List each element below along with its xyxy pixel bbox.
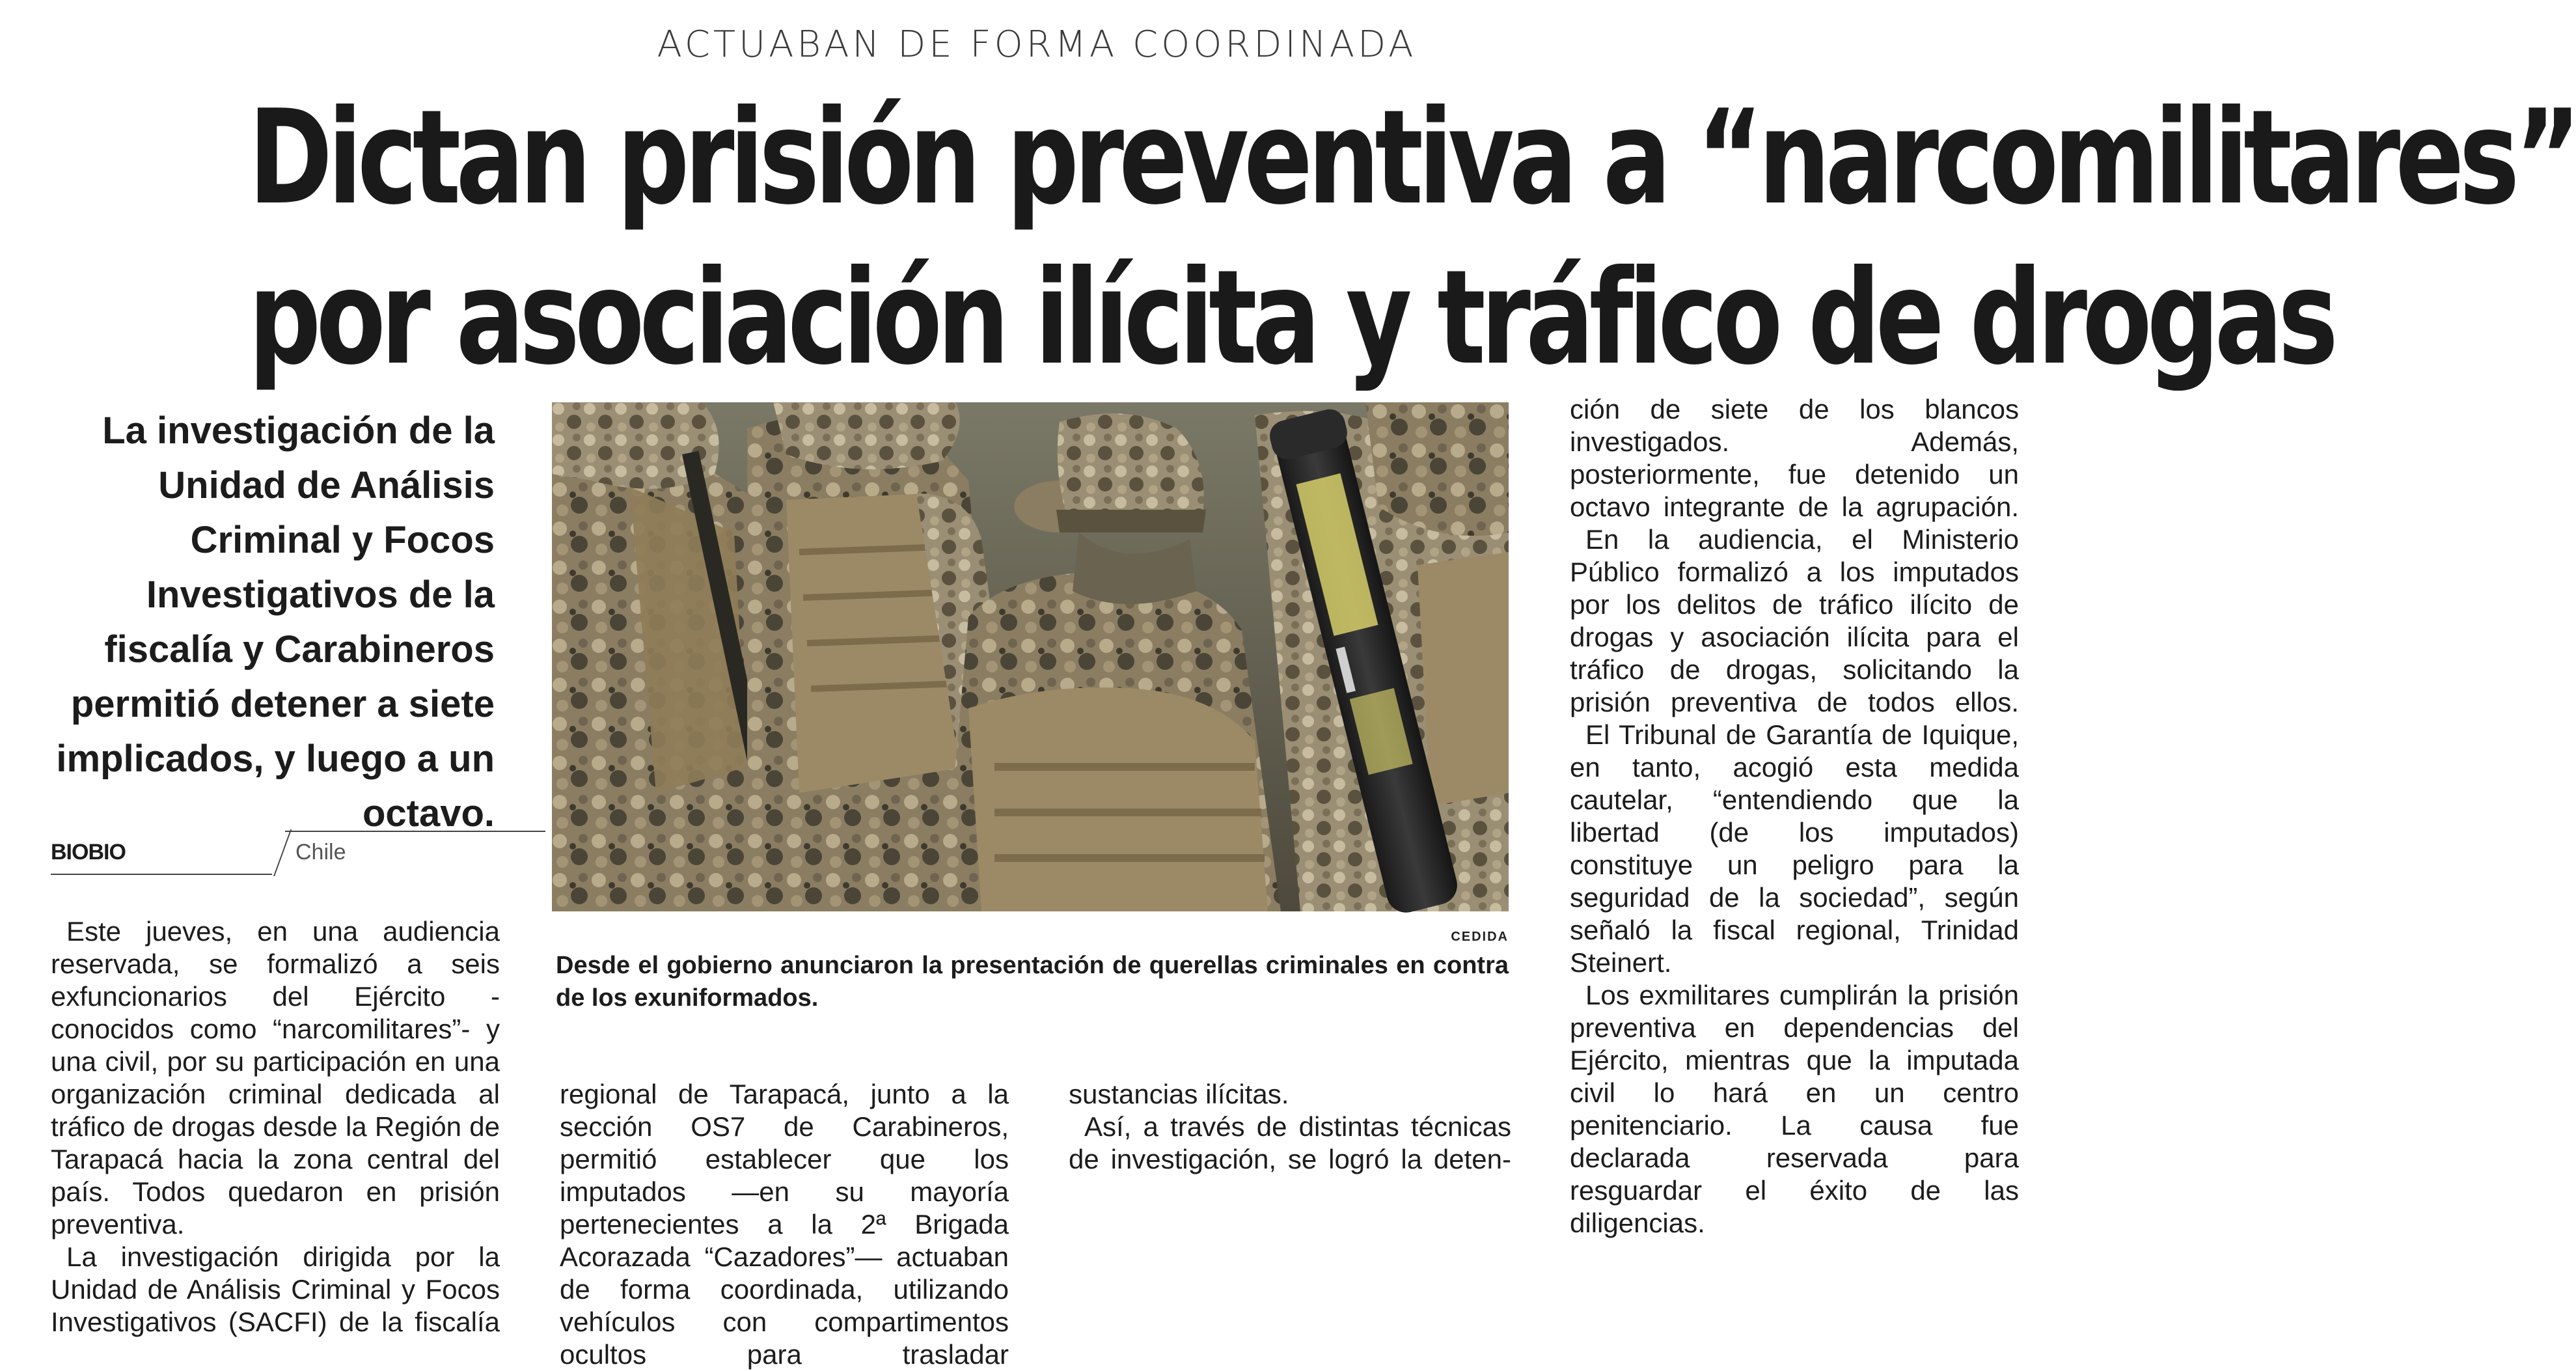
photo-caption: Desde el gobierno anunciaron la presentación de querellas criminales en contra de los exuniformados. <box>556 952 1509 1012</box>
byline-rule-left <box>51 874 272 875</box>
photo-credit: CEDIDA <box>1451 930 1509 944</box>
byline-source: BIOBIO <box>51 840 126 865</box>
body-paragraph: La investigación dirigida por la Unidad de Análisis Criminal y Focos Investigativos (SACFI) de la fiscalía <box>51 1241 500 1337</box>
deck: La investigación de la Unidad de Análisis Criminal y Focos Investigativos de la fiscalía y Carabineros permitió detener a siete implicados, y luego a un octavo. <box>56 409 495 835</box>
byline-rule-right <box>285 831 545 832</box>
body-paragraph: regional de Tarapacá, junto a la sección OS7 de Carabineros, permitió establecer que los imputados —en su mayoría pertenecientes a la 2ª Brigada Acorazada “Cazadores”— actuaban de forma coordinada, utilizando vehículos con compartimentos ocultos para trasladar <box>560 1079 1009 1370</box>
body-paragraph: ción de siete de los blancos investigados. Además, posteriormente, fue detenido un octavo integrante de la agrupación. <box>1570 394 2019 522</box>
body-paragraph: Este jueves, en una audiencia reservada, se formalizó a seis exfuncionarios del Ejército -conocidos como “narcomilitares”- y una civil, por su participación en una organización criminal dedicada al tráfico de drogas desde la Región de Tarapacá hacia la zona central del país. Todos quedaron en prisión preventiva. <box>51 916 500 1239</box>
body-paragraph: Así, a través de distintas técnicas de investigación, se logró la deten- <box>1069 1111 1511 1174</box>
body-column-3 <box>1069 1078 1511 1176</box>
headline <box>248 78 2576 398</box>
byline-rule-slash <box>273 829 292 876</box>
body-paragraph: Los exmilitares cumplirán la prisión preventiva en dependencias del Ejército, mientras que la imputada civil lo hará en un centro penitenciario. La causa fue declarada reservada para resguardar el éxito de las diligencias. <box>1570 980 2019 1238</box>
headline-line-1: Dictan prisión preventiva a “narcomilitares” <box>248 82 2576 234</box>
byline <box>51 831 500 876</box>
byline-location: Chile <box>295 840 346 865</box>
body-paragraph: El Tribunal de Garantía de Iquique, en tanto, acogió esta medida cautelar, “entendiendo que la libertad (de los imputados) constituye un peligro para la seguridad de la sociedad”, según señaló la fiscal regional, Trinidad Steinert. <box>1570 719 2019 978</box>
article-photo <box>552 402 1509 911</box>
soldiers-photo-illustration <box>552 402 1509 911</box>
kicker: ACTUABAN DE FORMA COORDINADA <box>657 23 1417 66</box>
body-paragraph: sustancias ilícitas. <box>1069 1079 1289 1109</box>
body-column-1 <box>51 915 500 1338</box>
headline-line-2: por asociación ilícita y tráfico de drogas <box>248 242 2334 394</box>
body-paragraph: En la audiencia, el Ministerio Público formalizó a los imputados por los delitos de tráfico ilícito de drogas y asociación ilícita para el tráfico de drogas, solicitando la prisión preventiva de todos ellos. <box>1570 524 2019 717</box>
body-column-2 <box>560 1078 1009 1371</box>
body-column-4 <box>1570 393 2019 1239</box>
